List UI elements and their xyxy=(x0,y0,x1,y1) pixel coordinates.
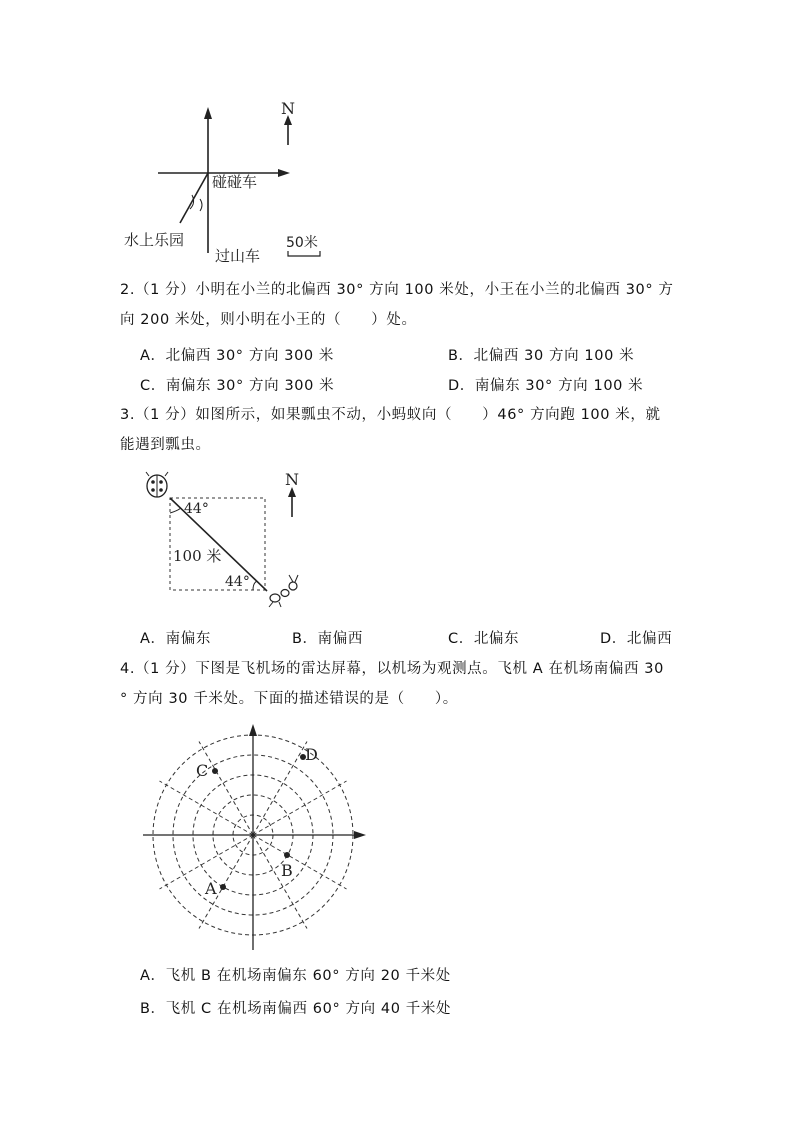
question-3-line-2: 能遇到瓢虫。 xyxy=(120,437,211,453)
q4-option-a[interactable]: A．飞机 B 在机场南偏东 60° 方向 20 千米处 xyxy=(140,968,451,984)
plane-d-label: D xyxy=(305,745,318,764)
q3-option-d[interactable]: D．北偏西 xyxy=(600,631,673,647)
q2-option-a[interactable]: A．北偏西 30° 方向 300 米 xyxy=(140,348,335,364)
scale-label: 50米 xyxy=(286,235,318,251)
radar-spoke xyxy=(253,835,307,929)
radar-spoke xyxy=(253,741,307,835)
ant-icon xyxy=(269,575,298,607)
radar-spoke xyxy=(199,741,253,835)
q4-option-b[interactable]: B．飞机 C 在机场南偏西 60° 方向 40 千米处 xyxy=(140,1001,452,1017)
radar-screen xyxy=(140,722,370,954)
q2-option-c[interactable]: C．南偏东 30° 方向 300 米 xyxy=(140,378,335,394)
q3-option-b[interactable]: B．南偏西 xyxy=(292,631,363,647)
ant-ladybug-diagram xyxy=(135,465,315,615)
q2-option-b[interactable]: B．北偏西 30 方向 100 米 xyxy=(448,348,635,364)
bumper-car-label: 碰碰车 xyxy=(212,173,258,191)
plane-c-point xyxy=(212,768,218,774)
angle-bottom-label: 44° xyxy=(225,574,250,590)
ladybug-icon xyxy=(146,472,168,497)
plane-b-point xyxy=(284,852,290,858)
question-4-line-1: 4.（1 分）下图是飞机场的雷达屏幕，以机场为观测点。飞机 A 在机场南偏西 30 xyxy=(120,661,664,677)
north-label: N xyxy=(285,470,299,489)
question-2-line-2: 向 200 米处，则小明在小王的（ ）处。 xyxy=(120,312,417,328)
coaster-label: 过山车 xyxy=(215,247,261,265)
distance-label: 100 米 xyxy=(173,547,222,565)
north-label: N xyxy=(281,99,295,118)
plane-c-label: C xyxy=(196,761,209,780)
water-park-label: 水上乐园 xyxy=(124,231,185,249)
plane-b-label: B xyxy=(281,861,293,880)
q3-option-a[interactable]: A．南偏东 xyxy=(140,631,211,647)
question-2-line-1: 2.（1 分）小明在小兰的北偏西 30° 方向 100 米处，小王在小兰的北偏西 30° 方 xyxy=(120,282,674,298)
q3-option-c[interactable]: C．北偏东 xyxy=(448,631,520,647)
amusement-park-map xyxy=(120,95,340,270)
q2-option-d[interactable]: D．南偏东 30° 方向 100 米 xyxy=(448,378,644,394)
plane-a-label: A xyxy=(205,879,217,898)
question-4-line-2: ° 方向 30 千米处。下面的描述错误的是（ ）。 xyxy=(120,691,458,707)
plane-a-point xyxy=(220,884,226,890)
question-3-line-1: 3.（1 分）如图所示，如果瓢虫不动，小蚂蚁向（ ）46° 方向跑 100 米，就 xyxy=(120,407,661,423)
angle-top-label: 44° xyxy=(184,501,209,517)
